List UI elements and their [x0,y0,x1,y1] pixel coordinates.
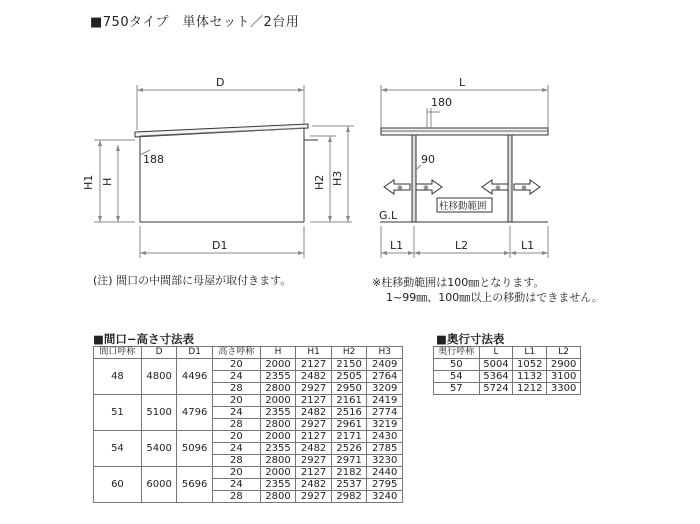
table-cell: 2150 [331,359,367,371]
table-cell: 2482 [296,479,332,491]
table-cell: 2526 [331,443,367,455]
table-cell: 2409 [367,359,403,371]
width-code-cell: 48 [94,359,142,395]
arrow-mark-4: ※ [521,184,527,192]
table-cell: 2482 [296,443,332,455]
d1-cell: 4796 [177,395,213,431]
table-cell: 1052 [513,359,547,371]
table-cell: 20 [212,359,260,371]
table-cell: 2800 [260,419,296,431]
table-cell: 2516 [331,407,367,419]
label-l1-left: L1 [390,239,404,252]
table-cell: 2900 [547,359,581,371]
table-cell: 2000 [260,395,296,407]
width-code-cell: 60 [94,467,142,503]
note-right-line-1: ※柱移動範囲は100㎜となります。 [372,276,545,289]
table-cell: 2182 [331,467,367,479]
post-right [508,135,512,222]
table1-col-header: H [260,347,296,359]
table-row [434,371,581,383]
table-cell: 28 [212,455,260,467]
table-cell: 2355 [260,479,296,491]
table-cell: 2961 [331,419,367,431]
table-cell: 2127 [296,395,332,407]
table-cell: 2537 [331,479,367,491]
table2-col-header: 奥行呼称 [434,347,480,359]
table-cell: 2505 [331,371,367,383]
table-cell: 5724 [479,383,513,395]
table-cell: 24 [212,371,260,383]
table-row [434,359,581,371]
table-cell: 2355 [260,407,296,419]
table-cell: 2000 [260,431,296,443]
table-cell: 2171 [331,431,367,443]
table-cell: 2927 [296,455,332,467]
table-row [94,467,403,479]
table-cell: 57 [434,383,480,395]
table-row [94,359,403,371]
table-cell: 2440 [367,467,403,479]
d1-cell: 5696 [177,467,213,503]
d-cell: 4800 [141,359,177,395]
table1-col-header: D [141,347,177,359]
table-cell: 2795 [367,479,403,491]
label-h2: H2 [313,174,326,190]
table-cell: 2927 [296,491,332,503]
label-h3: H3 [331,170,344,186]
depth-table [433,346,581,395]
table-cell: 20 [212,431,260,443]
table1-col-header: H1 [296,347,332,359]
table-cell: 20 [212,467,260,479]
page-title: ■750タイプ 単体セット／2台用 [90,15,300,30]
label-l2: L2 [455,239,469,252]
table-cell: 2127 [296,467,332,479]
table2-col-header: L2 [547,347,581,359]
table1-col-header: 間口呼称 [94,347,142,359]
post-left [412,135,416,222]
table-cell: 28 [212,383,260,395]
table-cell: 2971 [331,455,367,467]
width-height-table [93,346,403,503]
d-cell: 6000 [141,467,177,503]
arrow-mark-2: ※ [423,184,429,192]
label-90: 90 [421,153,435,166]
arrow-mark-1: ※ [397,184,403,192]
width-code-cell: 54 [94,431,142,467]
table-cell: 24 [212,479,260,491]
label-180: 180 [431,96,452,109]
label-h: H [101,177,114,186]
d-cell: 5400 [141,431,177,467]
table-cell: 2430 [367,431,403,443]
label-l: L [459,76,466,89]
arrow-mark-3: ※ [495,184,501,192]
d-cell: 5100 [141,395,177,431]
table-cell: 28 [212,419,260,431]
table-cell: 50 [434,359,480,371]
table-cell: 1132 [513,371,547,383]
table-row [94,395,403,407]
label-h1: H1 [82,174,95,190]
table-cell: 2482 [296,407,332,419]
table-cell: 2785 [367,443,403,455]
table-cell: 5004 [479,359,513,371]
d1-cell: 4496 [177,359,213,395]
table-cell: 2800 [260,383,296,395]
table-cell: 2161 [331,395,367,407]
table-row [94,431,403,443]
table1-col-header: H2 [331,347,367,359]
label-d1: D1 [212,239,228,252]
table2-heading: ■奥行寸法表 [436,332,505,346]
table-cell: 24 [212,407,260,419]
table1-header-row [94,347,403,359]
table-cell: 5364 [479,371,513,383]
label-188: 188 [143,153,164,166]
table1-col-header: 高さ呼称 [212,347,260,359]
table-cell: 2419 [367,395,403,407]
table-cell: 2127 [296,431,332,443]
table1-col-header: D1 [177,347,213,359]
table-cell: 2127 [296,359,332,371]
d1-cell: 5096 [177,431,213,467]
table-cell: 1212 [513,383,547,395]
table-cell: 2800 [260,455,296,467]
table-cell: 3100 [547,371,581,383]
table-cell: 2927 [296,419,332,431]
table-cell: 20 [212,395,260,407]
table-cell: 2000 [260,359,296,371]
width-code-cell: 51 [94,395,142,431]
table-cell: 2355 [260,371,296,383]
table-cell: 3219 [367,419,403,431]
table-cell: 2800 [260,491,296,503]
note-left: (注) 間口の中間部に母屋が取付きます。 [93,274,292,287]
table1-col-header: H3 [367,347,403,359]
side-view [94,85,354,258]
table-cell: 2482 [296,371,332,383]
table-cell: 3230 [367,455,403,467]
front-view [380,85,548,258]
table-cell: 3209 [367,383,403,395]
label-gl: G.L [379,209,398,222]
table2-header-row [434,347,581,359]
table-cell: 2982 [331,491,367,503]
table-cell: 3300 [547,383,581,395]
table-cell: 2000 [260,467,296,479]
table-cell: 2927 [296,383,332,395]
label-d: D [216,76,225,89]
table-row [434,383,581,395]
table2-col-header: L1 [513,347,547,359]
table-cell: 3240 [367,491,403,503]
note-right-line-2: 1~99㎜、100㎜以上の移動はできません。 [386,291,603,304]
label-range: 柱移動範囲 [439,201,487,212]
table-cell: 2764 [367,371,403,383]
table-cell: 54 [434,371,480,383]
table-cell: 2355 [260,443,296,455]
table1-heading: ■間口−高さ寸法表 [93,332,195,346]
table-cell: 24 [212,443,260,455]
table-cell: 2950 [331,383,367,395]
table-cell: 2774 [367,407,403,419]
label-l1-right: L1 [521,239,535,252]
table2-col-header: L [479,347,513,359]
table-cell: 28 [212,491,260,503]
